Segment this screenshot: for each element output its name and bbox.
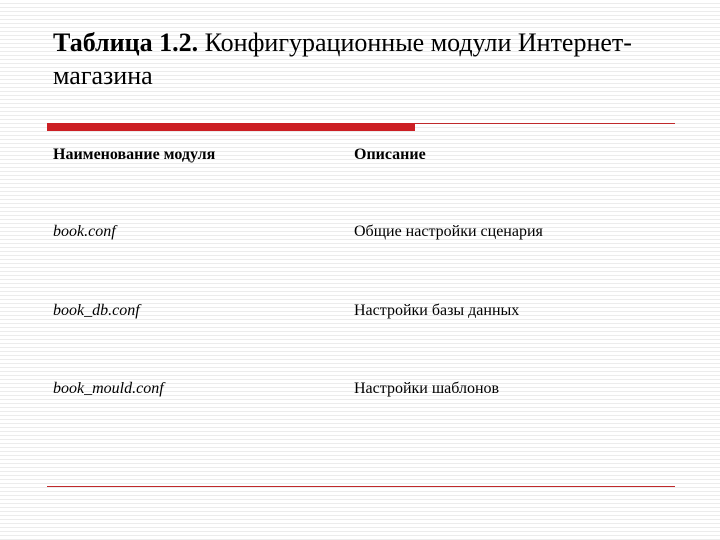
table-cell-module: book.conf xyxy=(53,223,116,240)
table-header-module: Наименование модуля xyxy=(53,146,216,163)
slide-title-number: Таблица 1.2. xyxy=(53,28,199,57)
table-cell-description: Настройки шаблонов xyxy=(354,380,500,397)
table-cell-module: book_db.conf xyxy=(53,302,140,319)
bottom-divider-line xyxy=(47,486,675,487)
slide-title xyxy=(53,26,693,92)
table-cell-module: book_mould.conf xyxy=(53,380,164,397)
table-header-description: Описание xyxy=(354,146,426,163)
table-cell-description: Общие настройки сценария xyxy=(354,223,543,240)
top-accent-bar xyxy=(47,123,415,131)
table-cell-description: Настройки базы данных xyxy=(354,302,520,319)
slide-title-text: Конфигурационные модули Интернет-магазина xyxy=(53,28,632,90)
